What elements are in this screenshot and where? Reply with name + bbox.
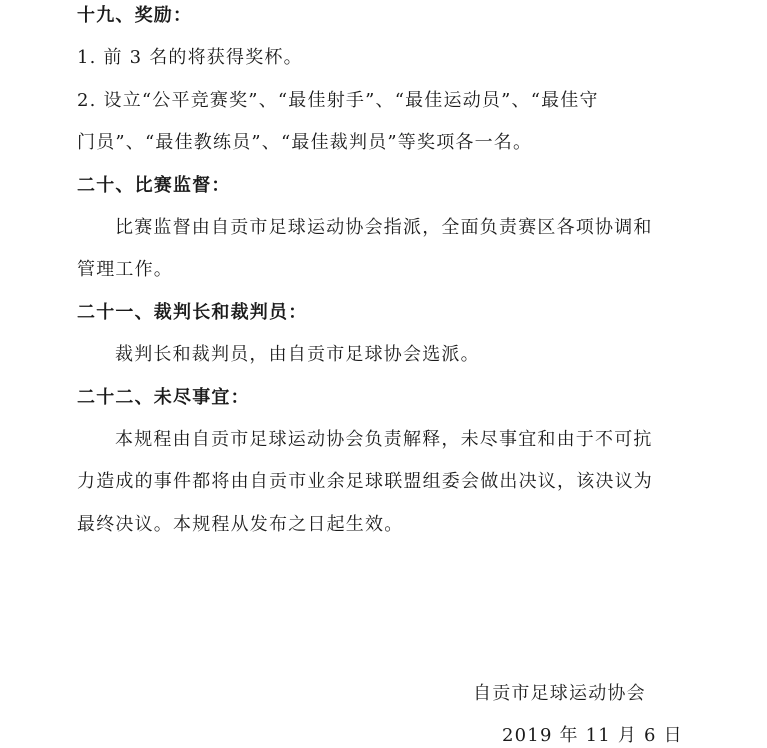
section-21-paragraph: 裁判长和裁判员，由自贡市足球协会选派。 [115,344,480,365]
section-20-heading: 二十、比赛监督： [77,175,231,196]
section-20-paragraph-line-2: 管理工作。 [77,259,173,280]
section-20-paragraph-line-1: 比赛监督由自贡市足球运动协会指派，全面负责赛区各项协调和 [115,217,653,238]
section-22-paragraph-line-3: 最终决议。本规程从发布之日起生效。 [77,514,404,535]
section-22-paragraph-line-2: 力造成的事件都将由自贡市业余足球联盟组委会做出决议，该决议为 [77,471,653,492]
signature-date: 2019 年 11 月 6 日 [502,725,683,746]
section-21-heading: 二十一、裁判长和裁判员： [77,302,308,323]
section-19-item-1: 1. 前 3 名的将获得奖杯。 [77,47,303,68]
section-22-paragraph-line-1: 本规程由自贡市足球运动协会负责解释，未尽事宜和由于不可抗 [115,429,653,450]
section-22-heading: 二十二、未尽事宜： [77,387,250,408]
section-19-item-2-line-1: 2. 设立“公平竞赛奖”、“最佳射手”、“最佳运动员”、“最佳守 [77,90,599,111]
section-19-item-2-line-2: 门员”、“最佳教练员”、“最佳裁判员”等奖项各一名。 [77,132,533,153]
signature-organization: 自贡市足球运动协会 [473,683,646,704]
section-19-heading: 十九、奖励： [77,5,193,26]
